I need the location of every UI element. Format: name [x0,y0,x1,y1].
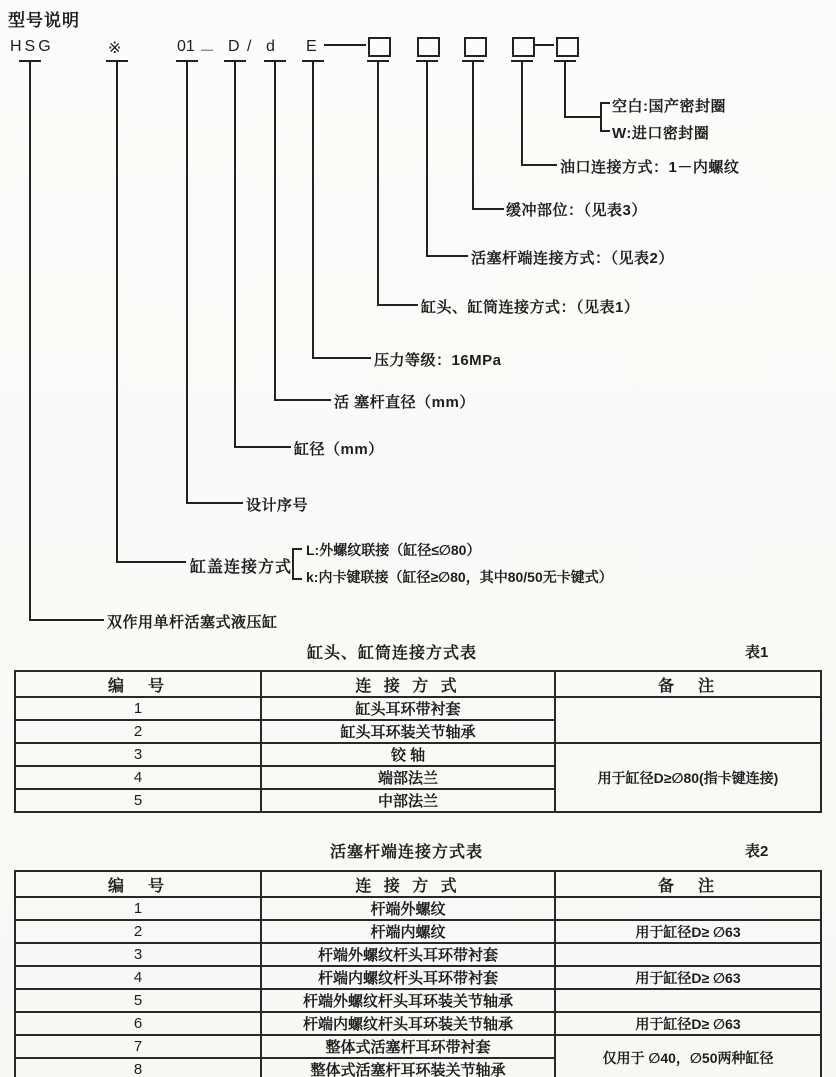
cell-no: 6 [15,1012,261,1035]
label-cylinder-type: 双作用单杆活塞式液压缸 [107,614,278,631]
cell-remark: 用于缸径D≥ ∅63 [555,1012,821,1035]
model-code-dash: － [199,43,216,60]
cell-method: 杆端外螺纹杆头耳环装关节轴承 [261,989,555,1012]
table1-title: 缸头、缸筒连接方式表 [307,645,478,662]
cell-remark-merged [555,697,821,743]
table-row [15,743,821,766]
cell-remark: 用于缸径D≥ ∅63 [555,920,821,943]
column-header-no: 编 号 [15,871,261,897]
cell-no: 7 [15,1035,261,1058]
model-code-rod: d [266,38,275,55]
table-row [15,966,821,989]
label-oil-port-connection: 油口连接方式：1－内螺纹 [560,159,740,176]
column-header-remark: 备 注 [555,671,821,697]
label-seal-blank: 空白:国产密封圈 [612,98,726,115]
model-code-slash: / [247,38,252,55]
cell-method: 整体式活塞杆耳环装关节轴承 [261,1058,555,1077]
label-head-tube-connection: 缸头、缸筒连接方式：（见表1） [421,299,640,316]
cell-method: 整体式活塞杆耳环带衬套 [261,1035,555,1058]
label-cover-option-l: L:外螺纹联接（缸径≤∅80） [306,542,481,558]
table-header-row [15,671,821,697]
model-code-bore: D [228,38,240,55]
table-row [15,697,821,720]
cell-method: 杆端内螺纹杆头耳环带衬套 [261,966,555,989]
cell-no: 5 [15,989,261,1012]
cell-method: 缸头耳环装关节轴承 [261,720,555,743]
model-code-pressure: E [306,38,317,55]
cell-method: 杆端外螺纹杆头耳环带衬套 [261,943,555,966]
table1-tag: 表1 [745,644,769,661]
column-header-remark: 备 注 [555,871,821,897]
label-cover-connection: 缸盖连接方式 [190,559,293,576]
rod-end-connection-table [14,870,822,1077]
cell-no: 4 [15,766,261,789]
label-bore-diameter: 缸径（mm） [294,441,384,458]
cell-no: 2 [15,720,261,743]
cell-no: 4 [15,966,261,989]
cell-remark: 用于缸径D≥ ∅63 [555,966,821,989]
label-cushion-position: 缓冲部位：（见表3） [506,202,647,219]
head-tube-connection-table [14,670,822,813]
cell-method: 中部法兰 [261,789,555,812]
column-header-method: 连 接 方 式 [261,871,555,897]
label-pressure-grade: 压力等级：16MPa [374,352,502,369]
table-row [15,920,821,943]
label-design-serial: 设计序号 [246,497,309,514]
cell-no: 5 [15,789,261,812]
cell-remark [555,989,821,1012]
model-code-serial: 01 [177,38,195,55]
column-header-no: 编 号 [15,671,261,697]
table2-title: 活塞杆端连接方式表 [330,844,484,861]
model-code-hsg: HSG [10,38,54,55]
cell-method: 端部法兰 [261,766,555,789]
cell-no: 2 [15,920,261,943]
model-code-star: ※ [108,40,122,57]
label-rod-diameter: 活 塞杆直径（mm） [334,394,475,411]
cell-no: 1 [15,897,261,920]
cell-remark [555,897,821,920]
label-rod-end-connection: 活塞杆端连接方式：（见表2） [471,250,674,267]
column-header-method: 连 接 方 式 [261,671,555,697]
cell-no: 1 [15,697,261,720]
cell-remark [555,943,821,966]
table-row [15,943,821,966]
cell-no: 3 [15,943,261,966]
label-cover-option-k: k:内卡键联接（缸径≥∅80，其中80/50无卡键式） [306,569,613,585]
cell-method: 杆端外螺纹 [261,897,555,920]
table-row [15,1012,821,1035]
cell-no: 3 [15,743,261,766]
cell-method: 缸头耳环带衬套 [261,697,555,720]
cell-no: 8 [15,1058,261,1077]
cell-method: 铰 轴 [261,743,555,766]
table-row [15,989,821,1012]
cell-method: 杆端内螺纹 [261,920,555,943]
table-row [15,1035,821,1058]
table-header-row [15,871,821,897]
cell-method: 杆端内螺纹杆头耳环装关节轴承 [261,1012,555,1035]
table-row [15,897,821,920]
cell-remark-merged: 用于缸径D≥∅80(指卡键连接) [555,743,821,812]
table2-tag: 表2 [745,843,769,860]
label-seal-imported: W:进口密封圈 [612,125,710,142]
page-title: 型号说明 [8,11,80,30]
cell-remark-merged: 仅用于 ∅40，∅50两种缸径 [555,1035,821,1077]
